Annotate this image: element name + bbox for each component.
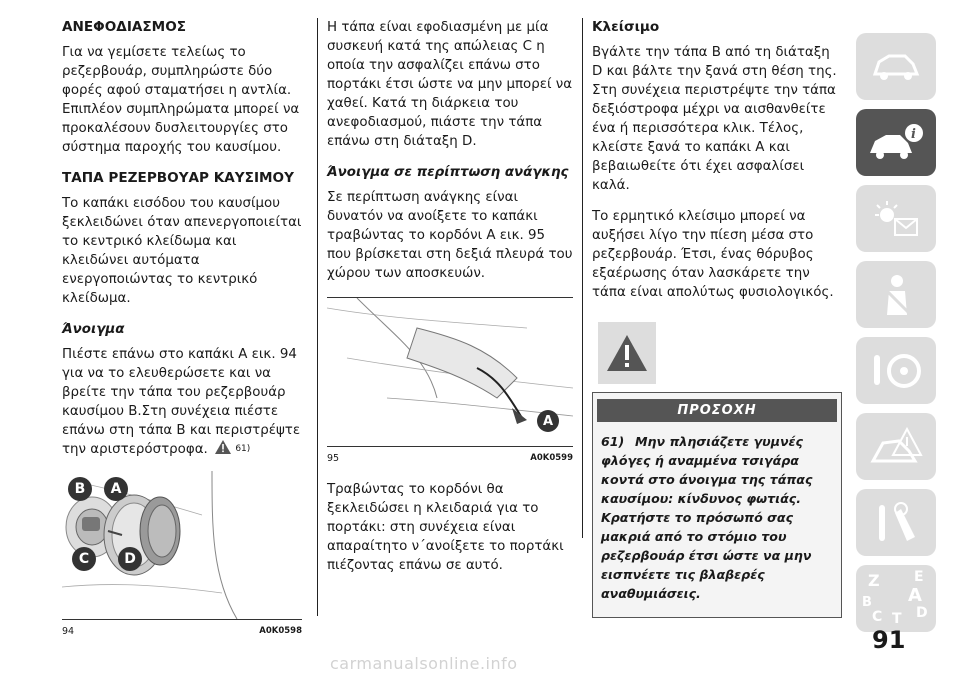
figure-95-code: A0K0599 <box>530 453 573 463</box>
warning-triangle-icon <box>215 440 231 454</box>
figure-95-number: 95 <box>327 453 340 464</box>
chapter-tabs <box>856 33 938 641</box>
car-icon <box>871 50 921 84</box>
opening-paragraph <box>62 345 302 459</box>
cord-paragraph: Τραβώντας το κορδόνι θα ξεκλειδώσει η κλειδαριά για το πορτάκι: στη συνέχεια είναι απαραίτητο ν΄ανοίξετε το πορτάκι πιέζοντας επάνω σε αυτό. <box>327 482 564 573</box>
index-letter-t: T <box>892 611 902 627</box>
figure-94-label-a: A <box>104 477 128 501</box>
watermark: carmanualsonline.info <box>330 654 518 673</box>
section-title-refueling: ΑΝΕΦΟΔΙΑΣΜΟΣ <box>62 19 187 35</box>
tab-dashboard-lights[interactable] <box>856 185 936 252</box>
column-2 <box>327 18 573 587</box>
figure-94 <box>62 467 302 620</box>
index-letter-z: Z <box>868 571 880 590</box>
car-info-icon <box>866 123 926 163</box>
section-title-closing: Κλείσιμο <box>592 19 660 35</box>
anti-loss-paragraph: Η τάπα είναι εφοδιασμένη με μία συσκευή κατά της απώλειας C η οποία την ασφαλίζει επάνω στο πορτάκι έτσι ώστε να μην μπορεί να χαθεί. Κατά τη διάρκεια του ανεφοδιασμού, πιάστε την τάπα επάνω στη διάταξη D. <box>327 20 573 149</box>
index-letter-c: C <box>872 609 883 625</box>
index-letter-b: B <box>862 595 872 610</box>
warning-triangle-icon <box>607 335 647 371</box>
refueling-paragraph: Για να γεμίσετε τελείως το ρεζερβουάρ, συμπληρώστε δύο φορές αφού σταματήσει η αντλία. Επιπλέον συμπληρώματα μπορεί να προκαλέσουν δυσλειτουργίες στο σύστημα παροχής του καυσίμου. <box>62 45 300 155</box>
page-number: 91 <box>872 626 906 654</box>
figure-94-label-c: C <box>72 547 96 571</box>
caution-item <box>593 432 841 617</box>
column-3 <box>592 18 842 618</box>
tab-driving[interactable] <box>856 337 936 404</box>
index-letter-e: E <box>914 569 924 585</box>
section-title-fuel-cap: ΤΑΠΑ ΡΕΖΕΡΒΟΥΑΡ ΚΑΥΣΙΜΟΥ <box>62 170 294 186</box>
closing-paragraph: Βγάλτε την τάπα B από τη διάταξη D και βάλτε την ξανά στη θέση της. Στη συνέχεια περιστρέψτε την τάπα δεξιόστροφα μέχρι να αισθανθείτε ένα ή περισσότερα κλικ. Τέλος, κλείστε ξανά το καπάκι A και βεβαιωθείτε ότι έχει ασφαλίσει καλά. <box>592 45 837 193</box>
column-1 <box>62 18 302 641</box>
figure-95-label-a: A <box>537 410 559 432</box>
tab-car-overview[interactable] <box>856 33 936 100</box>
column-divider-2 <box>582 18 583 538</box>
caution-number: 61) <box>601 434 625 449</box>
steering-wheel-icon <box>868 349 924 393</box>
fuel-door-illustration <box>62 467 302 619</box>
tab-index[interactable] <box>856 565 936 632</box>
tab-safety[interactable] <box>856 261 936 328</box>
tools-icon <box>871 501 921 545</box>
caution-box <box>592 392 842 618</box>
tab-car-info[interactable] <box>856 109 936 176</box>
pressure-paragraph: Το ερμητικό κλείσιμο μπορεί να αυξήσει λίγο την πίεση μέσα στο ρεζερβουάρ. Έτσι, ένας θόρυβος εξαέρωσης όταν λασκάρετε την τάπα είναι απολύτως φυσιολογικός. <box>592 209 834 300</box>
section-title-opening: Άνοιγμα <box>62 322 125 337</box>
figure-94-label-b: B <box>68 477 92 501</box>
column-divider-1 <box>317 18 318 616</box>
figure-94-code: A0K0598 <box>259 626 302 636</box>
caution-text: Μην πλησιάζετε γυμνές φλόγες ή αναμμένα τσιγάρα κοντά στο άνοιγμα της τάπας καυσίμου: κίνδυνος φωτιάς. Κρατήστε το πρόσωπό σας μακριά από το στόμιο του ρεζερβουάρ έτσι ώστε να μην εισπνέετε τις βλαβερές αναθυμιάσεις. <box>601 434 813 601</box>
svg-text:i: i <box>911 126 916 142</box>
fuel-cap-paragraph: Το καπάκι εισόδου του καυσίμου ξεκλειδώνει όταν απενεργοποιείται το κεντρικό κλείδωμα και κλειδώνει αυτόματα ενεργοποιώντας το κεντρικό κλείδωμα. <box>62 196 302 306</box>
index-letter-d: D <box>916 605 928 621</box>
opening-text: Πιέστε επάνω στο καπάκι A εικ. 94 για να το ελευθερώσετε και να βρείτε την τάπα του ρεζερβουάρ καυσίμου B.Στη συνέχεια πιέστε επάνω στη τάπα B και περιστρέψτε την αριστερόστροφα. <box>62 347 301 457</box>
figure-95-caption <box>327 449 573 468</box>
tab-maintenance[interactable] <box>856 489 936 556</box>
section-title-emergency-opening: Άνοιγμα σε περίπτωση ανάγκης <box>327 165 569 180</box>
caution-title: ΠΡΟΣΟΧΗ <box>597 399 837 422</box>
figure-94-label-d: D <box>118 547 142 571</box>
seatbelt-icon <box>871 273 921 317</box>
warning-light-icon <box>871 199 921 239</box>
tab-emergency[interactable] <box>856 413 936 480</box>
figure-95 <box>327 297 573 447</box>
emergency-paragraph: Σε περίπτωση ανάγκης είναι δυνατόν να ανοίξετε το καπάκι τραβώντας το κορδόνι A εικ. 95 που βρίσκεται στη δεξιά πλευρά του χώρου των αποσκευών. <box>327 190 573 281</box>
figure-94-caption <box>62 622 302 641</box>
warning-icon-block <box>598 322 656 384</box>
warning-reference: 61) <box>235 444 251 454</box>
index-letter-a: A <box>908 585 922 606</box>
trunk-cord-illustration <box>327 298 573 446</box>
figure-94-number: 94 <box>62 626 75 637</box>
breakdown-icon <box>869 425 923 469</box>
